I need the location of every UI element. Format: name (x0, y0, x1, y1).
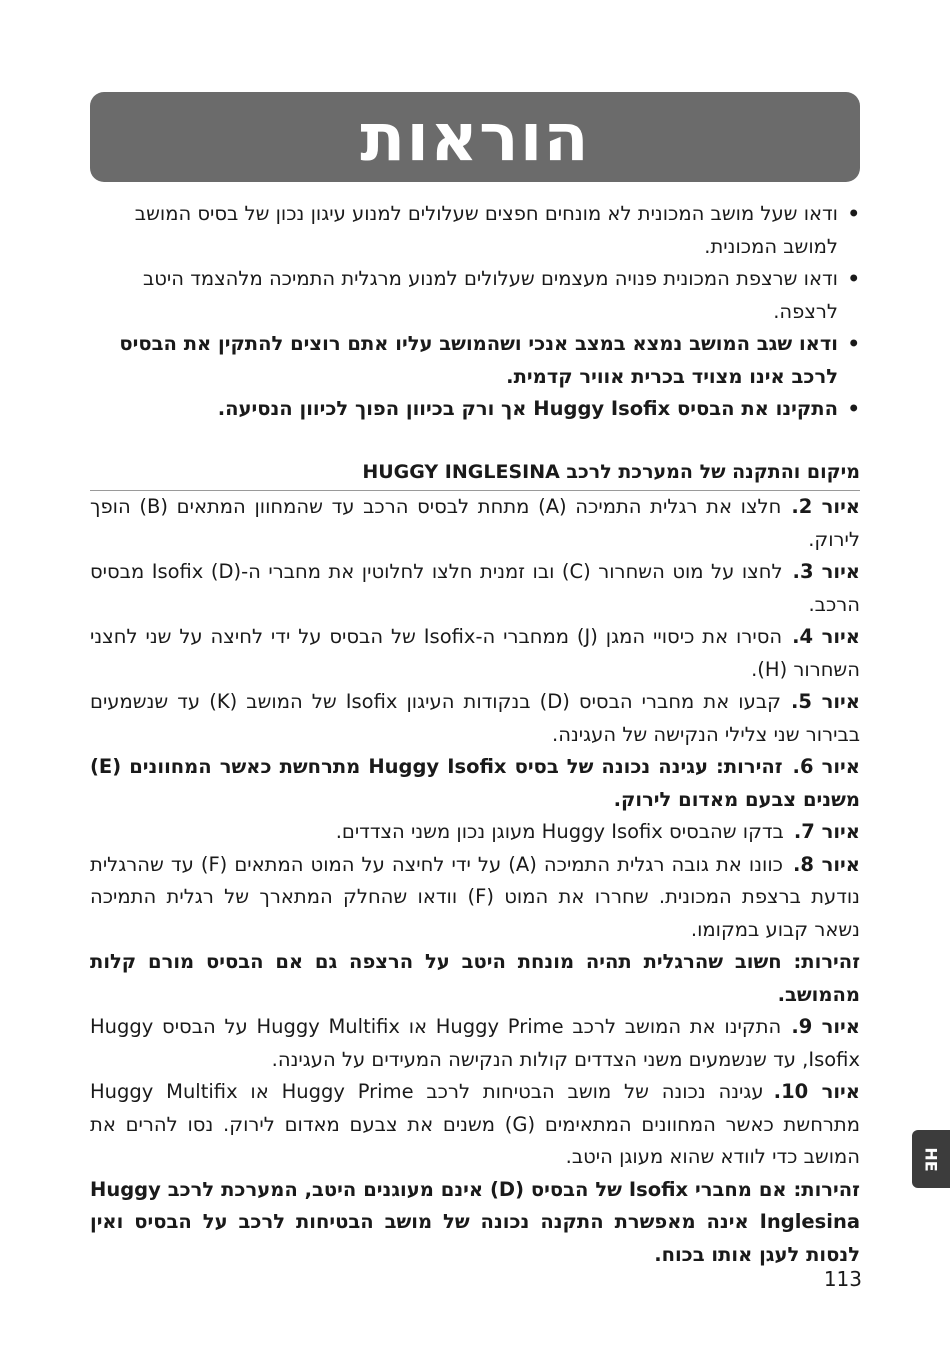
page-title: הוראות (360, 98, 590, 176)
step-paragraph (90, 1011, 860, 1076)
page-number: 113 (823, 1267, 862, 1291)
step-paragraph (90, 491, 860, 556)
step-text: הסירו את כיסויי המגן (J) ממחברי ה-Isofix של הבסיס על ידי לחיצה על שני לחצני השחרור (H). (90, 625, 860, 681)
warning-text: זהירות: אם מחברי Isofix של הבסיס (D) אינם מעוגנים היטב, המערכת לרכב Huggy Inglesina אינה מאפשרת התקנה נכונה של מושב הבטיחות לרכב על הבסיס ואין לנסות לעגן אותו בכוח. (90, 1177, 860, 1266)
step-label: איור 8. (792, 852, 860, 876)
step-label: איור 9. (791, 1015, 860, 1038)
bullet-item: • ודאו שעל מושב המכונית לא מונחים חפצים שעלולים למנוע עיגון נכון של בסיס המושב למושב המכונית. (90, 198, 860, 263)
bullet-item: • התקינו את הבסיס Huggy Isofix אך ורק בכיוון הפוך לכיוון הנסיעה. (90, 393, 860, 426)
title-banner (90, 92, 860, 182)
step-text: כוונו את גובה רגלית התמיכה (A) על ידי לחיצה על המוט המתאים (F) עד שהרגלית נודעת ברצפת המכונית. שחררו את המוט (F) וודאו שהחלק המתארך של רגלית התמיכה נשאר קבוע במקומו. (90, 852, 860, 941)
step-label: איור 5. (790, 690, 860, 713)
step-label: איור 6. (792, 755, 860, 778)
instructions-content (90, 198, 860, 1271)
warning-paragraph (90, 1174, 860, 1272)
bullet-item: • ודאו שגב המושב נמצא במצב אנכי ושהמושב עליו אתם רוצים להתקין את הבסיס לרכב אינו מצויד בכרית אוויר קדמית. (90, 328, 860, 393)
step-label: איור 10. (773, 1080, 860, 1103)
step-paragraph (90, 751, 860, 816)
step-text: לחצו על מוט השחרור (C) ובו זמנית חלצו לחלוטין את מחברי ה-Isofix (D) מבסיס הרכב. (90, 560, 860, 616)
precaution-list (90, 198, 860, 426)
language-code: HE (921, 1146, 941, 1172)
language-tab (912, 1130, 950, 1188)
step-paragraph (90, 849, 860, 947)
step-text: קבעו את מחברי הבסיס (D) בנקודות העיגון Isofix של המושב (K) עד שנשמעים בבירור שני צלילי הנקישה של העגינה. (90, 690, 860, 746)
step-paragraph (90, 1076, 860, 1174)
step-text: בדקו שהבסיס Huggy Isofix מעוגן נכון משני הצדדים. (335, 820, 784, 843)
step-paragraph (90, 816, 860, 849)
step-label: איור 2. (791, 495, 861, 518)
warning-text: זהירות: חשוב שהרגלית תהיה מונחת היטב על הרצפה גם אם הבסיס מורם קלות מהמושב. (90, 950, 860, 1006)
step-text: חלצו את רגלית התמיכה (A) מתחת לבסיס הרכב עד שהמחוון המתאים (B) הופך לירוק. (90, 495, 860, 551)
step-label: איור 3. (792, 560, 861, 583)
step-label: איור 7. (793, 820, 860, 843)
bullet-item: • ודאו שרצפת המכונית פנויה מעצמים שעלולים למנוע מרגלית התמיכה מלהצמד היטב לרצפה. (90, 263, 860, 328)
section-title: מיקום והתקנה של המערכת לרכב HUGGY INGLESINA (90, 456, 860, 492)
step-paragraph (90, 556, 860, 621)
step-text: עגינה נכונה של מושב הבטיחות לרכב Huggy Prime או Huggy Multifix מתרחשת כאשר המחוונים המתאימים (G) משנים את צבעם מאדום לירוק. נסו להרים את המושב כדי לוודא שהוא מעוגן היטב. (90, 1080, 860, 1168)
step-paragraph (90, 686, 860, 751)
step-text: התקינו את המושב לרכב Huggy Prime או Huggy Multifix על הבסיס Huggy Isofix, עד שנשמעים משני הצדדים קולות הנקישה המעידים על העגינה. (90, 1015, 860, 1071)
step-text: זהירות: עגינה נכונה של בסיס Huggy Isofix מתרחשת כאשר המחוונים (E) משנים צבעם מאדום לירוק. (90, 755, 860, 811)
warning-paragraph (90, 946, 860, 1011)
step-paragraph (90, 621, 860, 686)
step-label: איור 4. (792, 625, 860, 648)
